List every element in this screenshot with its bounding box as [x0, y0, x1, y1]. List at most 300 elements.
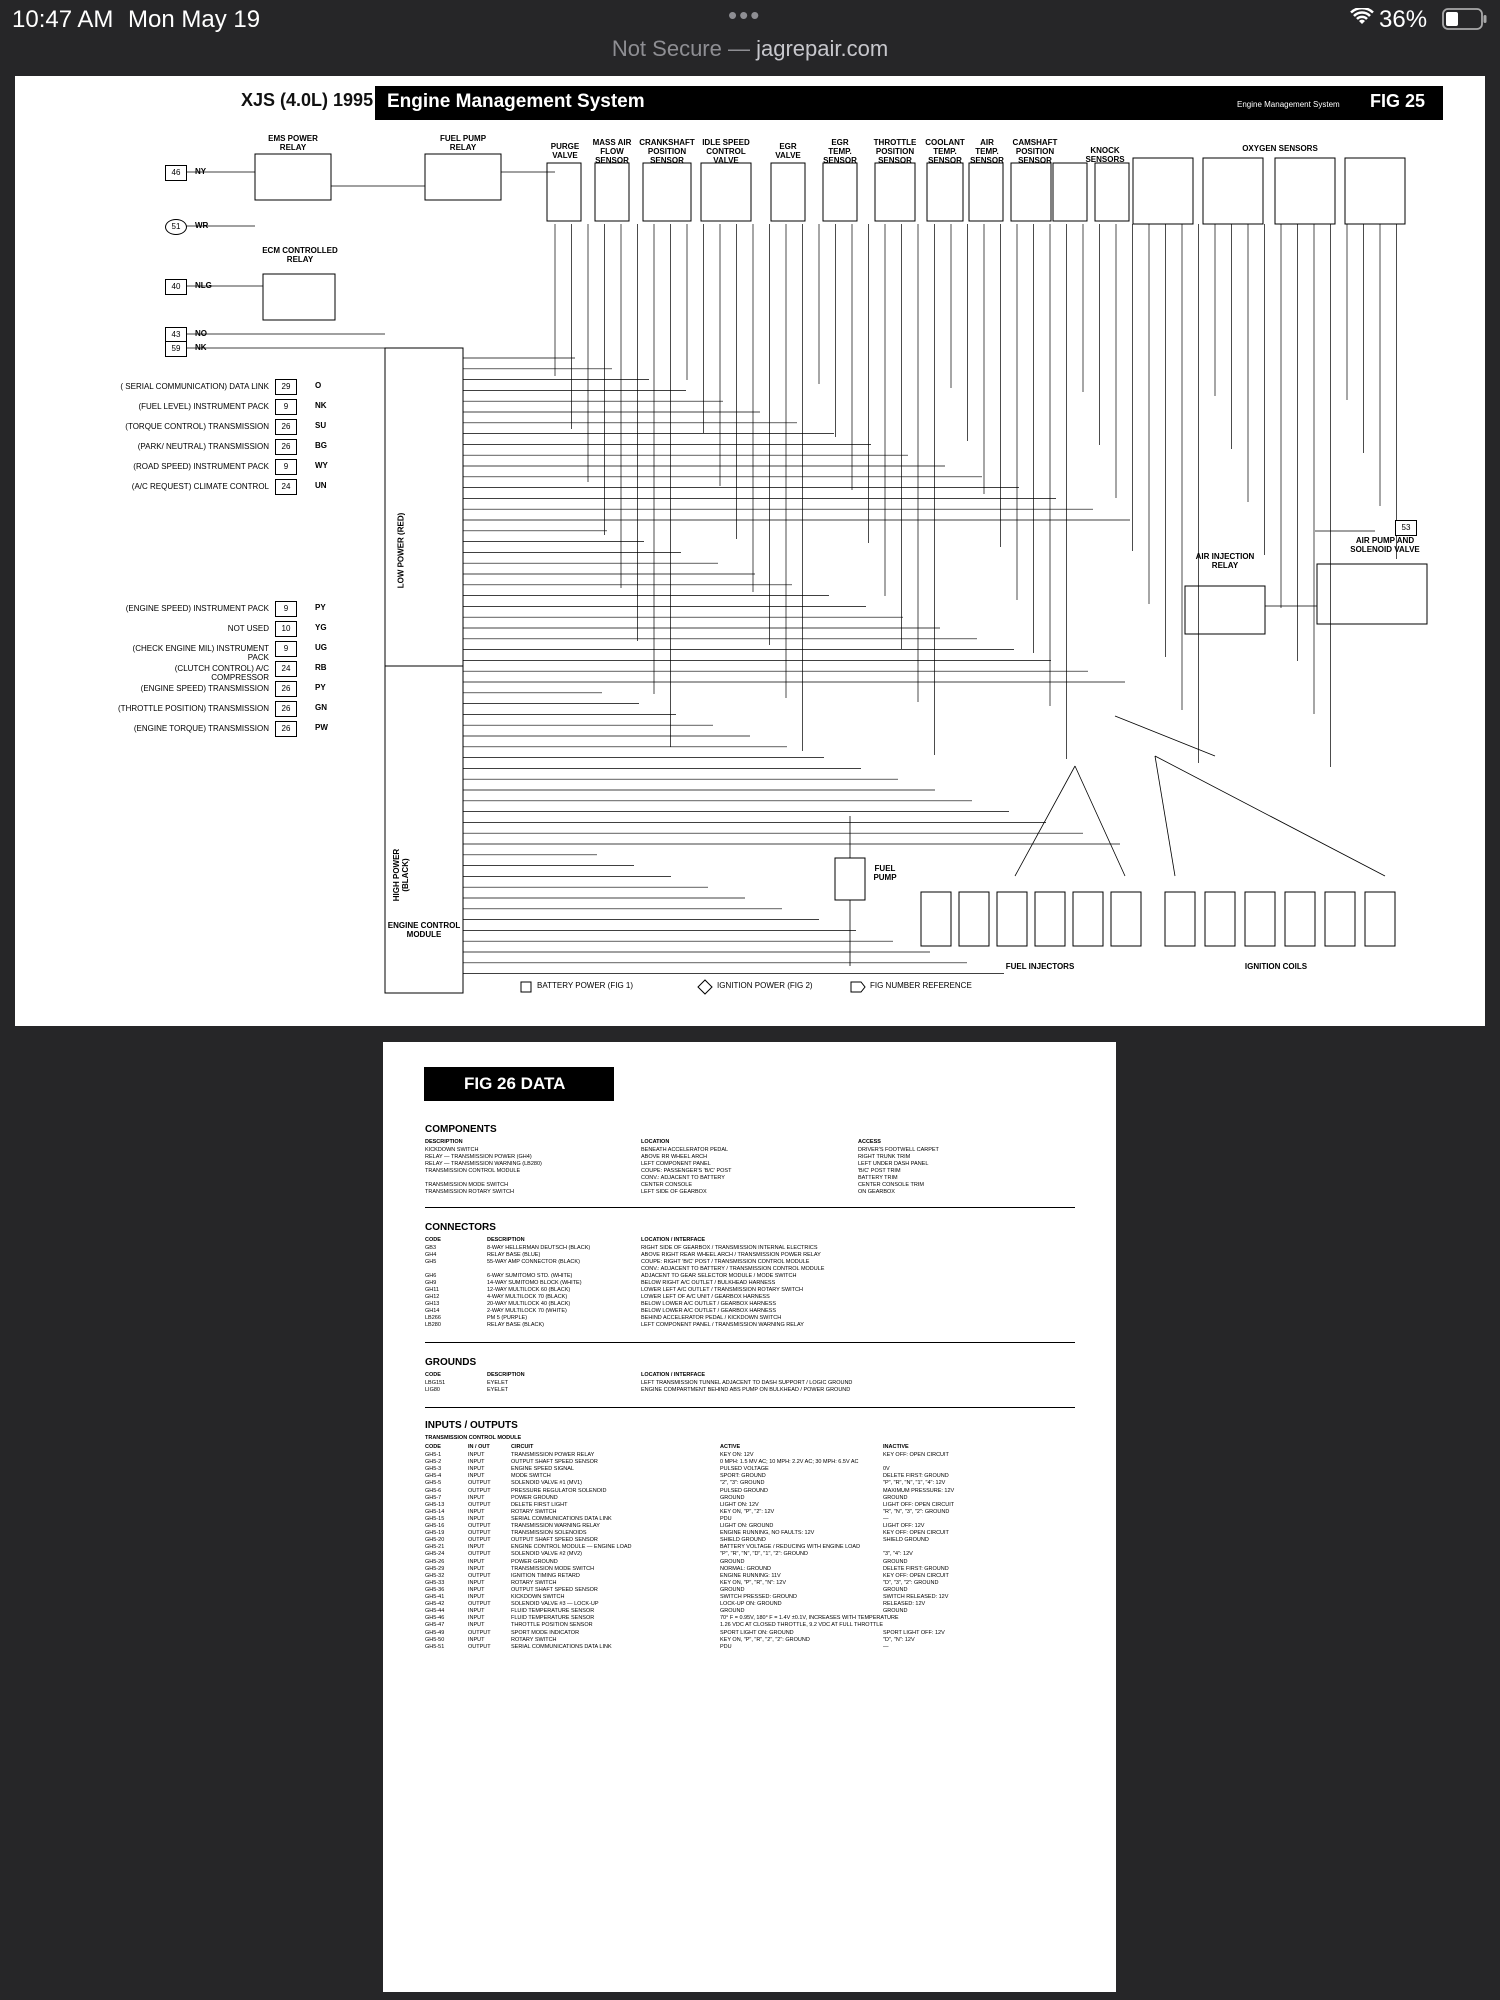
io-subheading: TRANSMISSION CONTROL MODULE [425, 1435, 522, 1441]
io-cell: PULSED GROUND [720, 1487, 768, 1494]
io-cell: "D", "3", "2": GROUND [883, 1579, 939, 1586]
signal-park-neutral: (PARK/ NEUTRAL) TRANSMISSION [137, 442, 269, 451]
pin-53: 53 [1395, 520, 1417, 536]
io-cell: GH5-46 [425, 1615, 445, 1622]
io-cell: SOLENOID VALVE #2 (MV2) [511, 1551, 583, 1558]
io-cell: OUTPUT [468, 1551, 491, 1558]
io-cell: — [883, 1643, 889, 1650]
address-bar[interactable] [0, 36, 1500, 62]
io-cell: SERIAL COMMUNICATIONS DATA LINK [511, 1515, 612, 1522]
io-cell: ROTARY SWITCH [511, 1636, 557, 1643]
io-cell: INPUT [468, 1579, 485, 1586]
io-cell: INPUT [468, 1636, 485, 1643]
connectors-cell: GH4 [425, 1252, 437, 1258]
io-cell: LIGHT OFF: 12V [883, 1523, 925, 1529]
io-cell: GROUND [883, 1494, 908, 1501]
pin-59: 59 [165, 341, 187, 357]
io-cell: INPUT [468, 1565, 485, 1572]
io-cell: INPUT [468, 1594, 485, 1600]
io-cell: TRANSMISSION SOLENOIDS [511, 1530, 587, 1537]
wire-ny: NY [195, 167, 207, 176]
components-cell: RELAY — TRANSMISSION POWER (GH4) [425, 1154, 532, 1160]
high-power-label: HIGH POWER (BLACK) [392, 848, 410, 902]
components-cell: BATTERY TRIM [858, 1175, 898, 1181]
fuel-pump-relay-label: FUEL PUMP RELAY [439, 134, 487, 152]
io-cell: "2", "3": GROUND [720, 1480, 765, 1487]
io-cell: OUTPUT [468, 1629, 491, 1636]
components-cell: CENTER CONSOLE TRIM [858, 1182, 924, 1188]
pin-26c: 26 [275, 681, 297, 697]
io-col-header: CODE [425, 1444, 441, 1450]
io-cell: SHIELD GROUND [720, 1537, 766, 1544]
io-cell: GH5-42 [425, 1601, 445, 1608]
fig26-data-page [383, 1042, 1116, 1992]
signal-road-speed: (ROAD SPEED) INSTRUMENT PACK [133, 462, 269, 471]
io-cell: GH5-26 [425, 1558, 445, 1565]
io-col-header: INACTIVE [883, 1444, 909, 1450]
io-cell: INPUT [468, 1544, 485, 1551]
status-date: Mon May 19 [128, 6, 261, 33]
pin-9d: 9 [275, 641, 297, 657]
io-cell: MODE SWITCH [511, 1473, 551, 1480]
components-cell: LEFT COMPONENT PANEL [641, 1161, 711, 1167]
io-cell: DELETE FIRST: GROUND [883, 1565, 949, 1572]
io-cell: "P", "R", "N", "D", "1", "2": GROUND [720, 1551, 808, 1558]
wire-wr: WR [195, 221, 209, 230]
io-cell: MAXIMUM PRESSURE: 12V [883, 1487, 955, 1494]
wire-py2: PY [315, 683, 326, 692]
io-cell: OUTPUT SHAFT SPEED SENSOR [511, 1586, 598, 1593]
io-cell: GROUND [720, 1494, 745, 1501]
components-cell: TRANSMISSION CONTROL MODULE [425, 1168, 521, 1174]
wire-su: SU [315, 421, 327, 430]
signal-not-used: NOT USED [227, 624, 269, 633]
io-cell: OUTPUT [468, 1523, 491, 1529]
io-cell: GH5-7 [425, 1494, 442, 1501]
multitasking-dots-icon[interactable]: ••• [728, 0, 762, 30]
wire-ug: UG [315, 643, 327, 652]
wiring-diagram-page [15, 76, 1485, 1026]
connectors-cell: GH6 [425, 1273, 437, 1279]
pin-51: 51 [165, 219, 187, 235]
pin-24a: 24 [275, 479, 297, 495]
coolant-sensor-label: COOLANT TEMP. SENSOR [925, 138, 965, 165]
connectors-cell: LOWER LEFT A/C OUTLET / TRANSMISSION ROTARY SWITCH [641, 1287, 803, 1293]
io-cell: INPUT [468, 1473, 485, 1480]
connectors-cell: LB280 [425, 1322, 441, 1328]
maf-sensor-label: MASS AIR FLOW SENSOR [592, 138, 632, 165]
io-col-header: IN / OUT [468, 1444, 490, 1450]
crank-sensor-label: CRANKSHAFT POSITION SENSOR [639, 138, 695, 165]
io-cell: SWITCH PRESSED: GROUND [720, 1594, 798, 1600]
connectors-cell: LB266 [425, 1315, 441, 1321]
io-cell: KEY OFF: OPEN CIRCUIT [883, 1452, 949, 1458]
signal-engine-speed-pack: (ENGINE SPEED) INSTRUMENT PACK [125, 604, 269, 613]
pin-26e: 26 [275, 721, 297, 737]
air-temp-label: AIR TEMP. SENSOR [970, 138, 1004, 165]
knock-sensors-label: KNOCK SENSORS [1085, 146, 1125, 164]
io-cell: TRANSMISSION POWER RELAY [511, 1452, 595, 1458]
legend-fig-reference: FIG NUMBER REFERENCE [870, 981, 972, 990]
io-cell: OUTPUT [468, 1480, 491, 1487]
idle-valve-label: IDLE SPEED CONTROL VALVE [702, 138, 750, 165]
grounds-heading: GROUNDS [425, 1357, 477, 1368]
io-cell: PULSED VOLTAGE [720, 1466, 769, 1473]
io-cell: OUTPUT [468, 1601, 491, 1608]
pin-10: 10 [275, 621, 297, 637]
io-cell: GH5-1 [425, 1452, 442, 1458]
components-cell: TRANSMISSION ROTARY SWITCH [425, 1189, 514, 1195]
fuel-injectors-label: FUEL INJECTORS [1005, 962, 1075, 971]
io-cell: TRANSMISSION MODE SWITCH [511, 1565, 595, 1572]
pin-24b: 24 [275, 661, 297, 677]
wire-un: UN [315, 481, 327, 490]
signal-data-link: ( SERIAL COMMUNICATION) DATA LINK [120, 382, 269, 391]
wire-nk: NK [195, 343, 207, 352]
io-cell: BATTERY VOLTAGE / REDUCING WITH ENGINE LOAD [720, 1544, 861, 1551]
pin-46: 46 [165, 165, 187, 181]
air-injection-relay-label: AIR INJECTION RELAY [1195, 552, 1255, 570]
io-cell: GH5-13 [425, 1501, 445, 1508]
io-cell: GH5-47 [425, 1622, 445, 1629]
pin-9a: 9 [275, 399, 297, 415]
connectors-cell: PM 5 (PURPLE) [487, 1315, 528, 1321]
io-cell: KICKDOWN SWITCH [511, 1594, 565, 1600]
components-cell: 'B/C' POST TRIM [858, 1168, 901, 1174]
grounds-col-header: LOCATION / INTERFACE [641, 1372, 706, 1378]
connectors-cell: BELOW LOWER A/C OUTLET / GEARBOX HARNESS [641, 1308, 776, 1314]
io-cell: GROUND [883, 1608, 908, 1615]
url-domain: jagrepair.com [756, 36, 889, 61]
io-cell: GH5-16 [425, 1523, 445, 1529]
io-cell: LIGHT ON: 12V [720, 1501, 759, 1508]
io-cell: SPORT: GROUND [720, 1473, 766, 1480]
io-cell: PDU [720, 1643, 732, 1650]
connectors-cell: BELOW RIGHT A/C OUTLET / BULKHEAD HARNESS [641, 1280, 776, 1286]
io-cell: NORMAL: GROUND [720, 1565, 772, 1572]
io-cell: 1.26 VDC AT CLOSED THROTTLE, 9.2 VDC AT FULL THROTTLE [720, 1622, 884, 1629]
io-cell: GH5-15 [425, 1515, 445, 1522]
connectors-cell: 2-WAY MULTILOCK 70 (WHITE) [487, 1308, 567, 1314]
security-label: Not Secure — [611, 36, 757, 61]
io-cell: "D", "N": 12V [883, 1636, 915, 1643]
io-cell: 0 MPH: 1.5 MV AC; 10 MPH: 2.2V AC; 30 MPH: 6.5V AC [720, 1459, 859, 1466]
io-cell: GH5-5 [425, 1480, 442, 1487]
io-cell: INPUT [468, 1558, 485, 1565]
diagram-title: Engine Management System [387, 91, 645, 112]
connectors-cell: 55-WAY AMP CONNECTOR (BLACK) [487, 1259, 580, 1265]
io-cell: THROTTLE POSITION SENSOR [511, 1622, 593, 1629]
wire-py: PY [315, 603, 326, 612]
io-cell: GH5-21 [425, 1544, 445, 1551]
legend-battery-power: BATTERY POWER (FIG 1) [537, 981, 634, 990]
io-cell: — [883, 1515, 889, 1522]
grounds-cell: EYELET [487, 1387, 509, 1393]
connectors-cell: GH14 [425, 1308, 440, 1314]
io-cell: POWER GROUND [511, 1558, 558, 1565]
connectors-cell: 20-WAY MULTILOCK 40 (BLACK) [487, 1301, 571, 1307]
io-cell: KEY ON: 12V [720, 1452, 754, 1458]
components-cell: LEFT UNDER DASH PANEL [858, 1161, 929, 1167]
purge-valve-label: PURGE VALVE [550, 142, 580, 160]
io-cell: INPUT [468, 1459, 485, 1466]
wire-pw: PW [315, 723, 328, 732]
io-cell: GH5-2 [425, 1459, 442, 1466]
io-cell: INPUT [468, 1508, 485, 1515]
connectors-cell: 14-WAY SUMITOMO BLOCK (WHITE) [487, 1280, 582, 1286]
io-cell: GH5-19 [425, 1530, 445, 1537]
components-cell: DRIVER'S FOOTWELL CARPET [858, 1147, 939, 1153]
connectors-cell: GH12 [425, 1294, 440, 1300]
divider [425, 1207, 1075, 1208]
io-cell: ROTARY SWITCH [511, 1579, 557, 1586]
ecm-label: ENGINE CONTROL MODULE [387, 921, 461, 939]
io-cell: OUTPUT [468, 1643, 491, 1650]
connectors-cell: GH5 [425, 1259, 437, 1265]
components-cell: LEFT SIDE OF GEARBOX [641, 1189, 707, 1195]
wire-wy: WY [315, 461, 328, 470]
io-cell: GROUND [883, 1586, 908, 1593]
io-cell: SPORT LIGHT OFF: 12V [883, 1629, 945, 1636]
components-cell: BENEATH ACCELERATOR PEDAL [641, 1147, 729, 1153]
io-cell: LIGHT OFF: OPEN CIRCUIT [883, 1501, 955, 1508]
io-cell: SPORT MODE INDICATOR [511, 1629, 580, 1636]
wiring-schematic [15, 76, 1485, 1026]
io-cell: 0V [883, 1466, 890, 1473]
components-cell: CENTER CONSOLE [641, 1182, 693, 1188]
signal-throttle-position: (THROTTLE POSITION) TRANSMISSION [118, 704, 269, 713]
io-cell: GROUND [883, 1558, 908, 1565]
connectors-cell: GH9 [425, 1280, 437, 1286]
signal-engine-speed-trans: (ENGINE SPEED) TRANSMISSION [140, 684, 269, 693]
connectors-cell: COUPE: RIGHT 'B/C' POST / TRANSMISSION CONTROL MODULE [641, 1259, 810, 1265]
io-cell: INPUT [468, 1608, 485, 1615]
components-cell: ON GEARBOX [858, 1189, 895, 1195]
components-heading: COMPONENTS [425, 1124, 497, 1135]
io-cell: INPUT [468, 1452, 485, 1458]
wire-nk2: NK [315, 401, 327, 410]
connectors-cell: 8-WAY HELLERMAN DEUTSCH (BLACK) [487, 1245, 591, 1251]
io-cell: FLUID TEMPERATURE SENSOR [511, 1608, 595, 1615]
pin-9b: 9 [275, 459, 297, 475]
io-cell: KEY ON, "P", "R", "N": 12V [720, 1579, 787, 1586]
connectors-col-header: CODE [425, 1237, 441, 1243]
divider [425, 1342, 1075, 1343]
air-pump-label: AIR PUMP AND SOLENOID VALVE [1350, 536, 1420, 554]
ignition-coils-label: IGNITION COILS [1244, 962, 1308, 971]
pin-29: 29 [275, 379, 297, 395]
connectors-cell: GB3 [425, 1245, 437, 1251]
connectors-cell: RELAY BASE (BLACK) [487, 1322, 544, 1328]
signal-clutch-control: (CLUTCH CONTROL) A/C COMPRESSOR [174, 664, 269, 682]
wire-nlg: NLG [195, 281, 212, 290]
connectors-col-header: DESCRIPTION [487, 1237, 525, 1243]
signal-ac-request: (A/C REQUEST) CLIMATE CONTROL [131, 482, 269, 491]
connectors-cell: ADJACENT TO GEAR SELECTOR MODULE / MODE SWITCH [641, 1273, 797, 1279]
pin-40: 40 [165, 279, 187, 295]
pin-9c: 9 [275, 601, 297, 617]
io-cell: TRANSMISSION WARNING RELAY [511, 1523, 600, 1529]
pin-26a: 26 [275, 419, 297, 435]
io-cell: "3", "4": 12V [883, 1551, 913, 1558]
legend-ignition-power: IGNITION POWER (FIG 2) [717, 981, 813, 990]
components-cell: RELAY — TRANSMISSION WARNING (LB280) [425, 1161, 542, 1167]
io-cell: FLUID TEMPERATURE SENSOR [511, 1615, 595, 1622]
grounds-cell: LBG151 [425, 1380, 446, 1386]
battery-icon [1442, 8, 1488, 30]
io-cell: SHIELD GROUND [883, 1537, 929, 1544]
io-cell: OUTPUT SHAFT SPEED SENSOR [511, 1459, 598, 1466]
io-cell: "P", "R", "N", "1", "4": 12V [883, 1480, 946, 1487]
io-cell: KEY ON, "P", "R", "2", "2": GROUND [720, 1636, 810, 1643]
signal-check-engine: (CHECK ENGINE MIL) INSTRUMENT PACK [132, 644, 269, 662]
io-cell: GH5-36 [425, 1586, 445, 1593]
connectors-cell: RELAY BASE (BLUE) [487, 1252, 541, 1258]
io-cell: DELETE FIRST: GROUND [883, 1473, 949, 1480]
io-cell: INPUT [468, 1615, 485, 1622]
connectors-cell: ABOVE RIGHT REAR WHEEL ARCH / TRANSMISSION POWER RELAY [641, 1252, 821, 1258]
fuel-pump-label: FUEL PUMP [873, 864, 897, 882]
divider [425, 1407, 1075, 1408]
io-cell: GROUND [720, 1586, 745, 1593]
io-cell: LIGHT ON: GROUND [720, 1523, 774, 1529]
connectors-cell: 12-WAY MULTILOCK 60 (BLACK) [487, 1287, 571, 1293]
components-col-header: LOCATION [641, 1139, 670, 1145]
io-cell: OUTPUT SHAFT SPEED SENSOR [511, 1537, 598, 1544]
connectors-cell: LOWER LEFT OF A/C UNIT / GEARBOX HARNESS [641, 1294, 770, 1300]
io-cell: GH5-3 [425, 1466, 442, 1473]
io-cell: GH5-44 [425, 1608, 445, 1615]
io-cell: KEY OFF: OPEN CIRCUIT [883, 1572, 949, 1579]
battery-percent: 36% [1379, 6, 1428, 33]
io-cell: 70° F = 0.95V, 180° F = 1.4V ±0.1V, INCREASES WITH TEMPERATURE [720, 1615, 899, 1622]
grounds-cell: ENGINE COMPARTMENT BEHIND ABS PUMP ON BULKHEAD / POWER GROUND [641, 1387, 851, 1393]
wire-yg: YG [315, 623, 327, 632]
io-cell: POWER GROUND [511, 1494, 558, 1501]
ecm-relay-label: ECM CONTROLLED RELAY [262, 246, 338, 264]
connectors-cell: BELOW LOWER A/C OUTLET / GEARBOX HARNESS [641, 1301, 776, 1307]
throttle-sensor-label: THROTTLE POSITION SENSOR [873, 138, 917, 165]
io-cell: GH5-32 [425, 1572, 445, 1579]
io-cell: GH5-6 [425, 1487, 442, 1494]
io-cell: OUTPUT [468, 1501, 491, 1508]
io-cell: GH5-49 [425, 1629, 445, 1636]
io-cell: ENGINE RUNNING: 11V [720, 1572, 781, 1579]
io-cell: GH5-33 [425, 1579, 445, 1586]
components-col-header: ACCESS [858, 1139, 881, 1145]
io-cell: SWITCH RELEASED: 12V [883, 1594, 949, 1600]
wire-rb: RB [315, 663, 327, 672]
io-cell: GH5-14 [425, 1508, 445, 1515]
connectors-cell: LEFT COMPONENT PANEL / TRANSMISSION WARNING RELAY [641, 1322, 804, 1328]
status-bar [0, 0, 1500, 40]
io-cell: IGNITION TIMING RETARD [511, 1572, 580, 1579]
cam-sensor-label: CAMSHAFT POSITION SENSOR [1012, 138, 1058, 165]
diagram-subtitle: Engine Management System [1237, 100, 1340, 109]
low-power-label: LOW POWER (RED) [396, 512, 406, 589]
io-cell: PRESSURE REGULATOR SOLENOID [511, 1487, 607, 1494]
io-cell: ENGINE SPEED SIGNAL [511, 1466, 574, 1473]
io-cell: PDU [720, 1515, 732, 1522]
io-cell: OUTPUT [468, 1487, 491, 1494]
pin-26d: 26 [275, 701, 297, 717]
io-cell: DELETE FIRST LIGHT [511, 1501, 568, 1508]
io-cell: OUTPUT [468, 1572, 491, 1579]
io-cell: OUTPUT [468, 1537, 491, 1544]
io-cell: INPUT [468, 1515, 485, 1522]
components-col-header: DESCRIPTION [425, 1139, 463, 1145]
connectors-cell: 6-WAY SUMITOMO STD. (WHITE) [487, 1273, 573, 1279]
grounds-cell: EYELET [487, 1380, 509, 1386]
io-cell: GROUND [720, 1608, 745, 1615]
pin-43: 43 [165, 327, 187, 343]
grounds-col-header: CODE [425, 1372, 441, 1378]
io-cell: GROUND [720, 1558, 745, 1565]
io-cell: INPUT [468, 1622, 485, 1629]
wire-o: O [315, 381, 322, 390]
egr-temp-label: EGR TEMP. SENSOR [823, 138, 857, 165]
egr-valve-label: EGR VALVE [775, 142, 801, 160]
signal-torque-control: (TORQUE CONTROL) TRANSMISSION [125, 422, 269, 431]
components-cell: COUPE: PASSENGER'S 'B/C' POST [641, 1168, 732, 1174]
io-cell: GH5-50 [425, 1636, 445, 1643]
components-cell: KICKDOWN SWITCH [425, 1147, 479, 1153]
vehicle-model: XJS (4.0L) 1995 [241, 90, 374, 110]
io-col-header: ACTIVE [720, 1444, 741, 1450]
signal-fuel-level: (FUEL LEVEL) INSTRUMENT PACK [138, 402, 269, 411]
io-cell: ENGINE CONTROL MODULE — ENGINE LOAD [511, 1544, 632, 1551]
io-cell: KEY ON, "P", "2": 12V [720, 1508, 775, 1515]
io-cell: "R", "N", "3", "2": GROUND [883, 1508, 950, 1515]
components-cell: CONV.: ADJACENT TO BATTERY [641, 1175, 725, 1181]
figure-label: FIG 25 [1370, 91, 1426, 111]
io-cell: GH5-4 [425, 1473, 442, 1480]
io-cell: RELEASED: 12V [883, 1601, 926, 1608]
io-cell: KEY OFF: OPEN CIRCUIT [883, 1530, 949, 1537]
io-cell: SERIAL COMMUNICATIONS DATA LINK [511, 1643, 612, 1650]
io-cell: INPUT [468, 1494, 485, 1501]
grounds-cell: LEFT TRANSMISSION TUNNEL ADJACENT TO DASH SUPPORT / LOGIC GROUND [641, 1380, 853, 1386]
io-cell: GH5-29 [425, 1565, 445, 1572]
status-time: 10:47 AM [12, 6, 114, 33]
connectors-cell: 4-WAY MULTILOCK 70 (BLACK) [487, 1294, 568, 1300]
components-cell: RIGHT TRUNK TRIM [858, 1154, 911, 1160]
pin-26b: 26 [275, 439, 297, 455]
wire-no: NO [195, 329, 207, 338]
connectors-cell: CONV.: ADJACENT TO BATTERY / TRANSMISSION CONTROL MODULE [641, 1266, 825, 1272]
io-cell: ENGINE RUNNING, NO FAULTS: 12V [720, 1530, 815, 1537]
connectors-cell: BEHIND ACCELERATOR PEDAL / KICKDOWN SWITCH [641, 1315, 782, 1321]
io-cell: GH5-20 [425, 1537, 445, 1544]
components-cell: TRANSMISSION MODE SWITCH [425, 1182, 509, 1188]
io-cell: SOLENOID VALVE #1 (MV1) [511, 1480, 583, 1487]
io-cell: INPUT [468, 1466, 485, 1473]
io-cell: GH5-41 [425, 1594, 445, 1600]
io-cell: SOLENOID VALVE #3 — LOCK-UP [511, 1601, 599, 1608]
io-col-header: CIRCUIT [511, 1444, 534, 1450]
wire-gn: GN [315, 703, 327, 712]
io-cell: INPUT [468, 1586, 485, 1593]
io-heading: INPUTS / OUTPUTS [425, 1420, 518, 1431]
io-cell: GH5-24 [425, 1551, 445, 1558]
io-cell: GH5-51 [425, 1643, 445, 1650]
oxygen-sensors-label: OXYGEN SENSORS [1242, 144, 1318, 153]
connectors-col-header: LOCATION / INTERFACE [641, 1237, 706, 1243]
io-cell: OUTPUT [468, 1530, 491, 1537]
connectors-heading: CONNECTORS [425, 1222, 496, 1233]
io-cell: LOCK-UP ON: GROUND [720, 1601, 782, 1608]
fig26-title: FIG 26 DATA [424, 1067, 614, 1101]
